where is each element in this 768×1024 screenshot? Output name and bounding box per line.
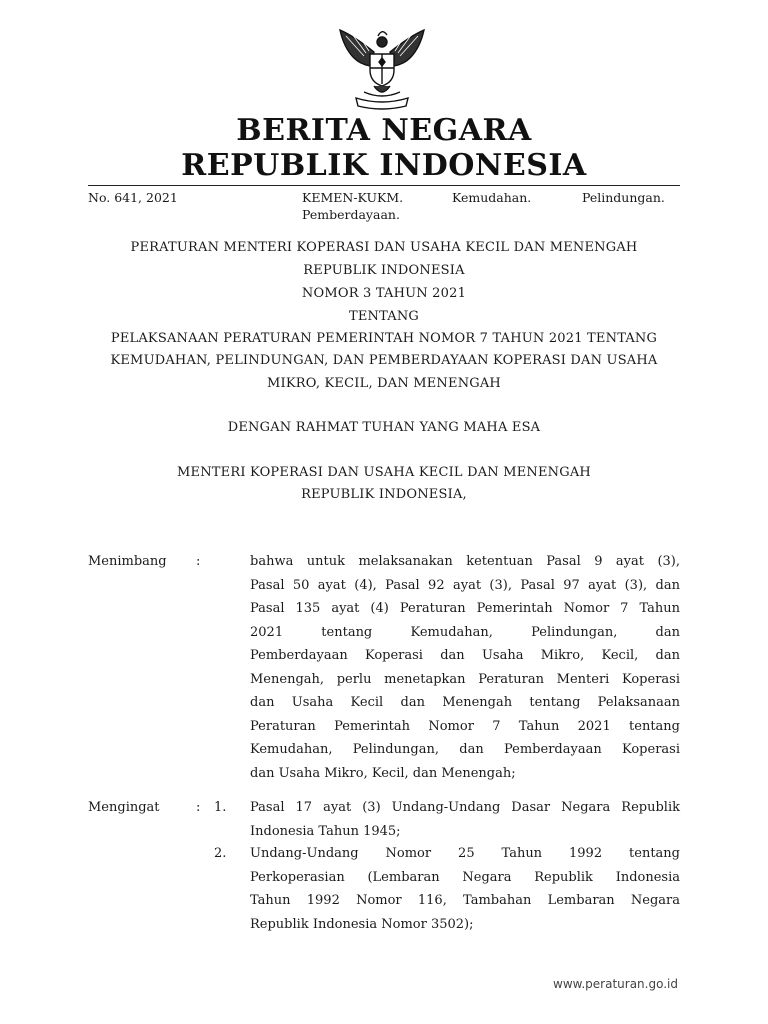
mengingat-line: Tahun 1992 Nomor 116, Tambahan Lembaran Negara: [250, 893, 680, 908]
mengingat-line: Republik Indonesia Nomor 3502);: [250, 916, 474, 932]
keyword-4: Pemberdayaan.: [302, 207, 400, 222]
keyword-1: KEMEN-KUKM.: [302, 190, 404, 205]
masthead-title: BERITA NEGARA: [236, 113, 532, 148]
menimbang-label: Menimbang: [88, 554, 167, 569]
minister-line: MENTERI KOPERASI DAN USAHA KECIL DAN MENENGAH: [177, 465, 591, 480]
mengingat-line: Pasal 17 ayat (3) Undang-Undang Dasar Negara Republik: [250, 800, 680, 815]
keyword-2: Kemudahan.: [452, 190, 532, 205]
masthead-subtitle: REPUBLIK INDONESIA: [181, 148, 587, 183]
regulation-number: NOMOR 3 TAHUN 2021: [301, 286, 467, 301]
mengingat-label: Mengingat: [88, 800, 160, 815]
mengingat-line: Undang-Undang Nomor 25 Tahun 1992 tentang: [250, 846, 680, 861]
regulation-subject-line: MIKRO, KECIL, DAN MENENGAH: [267, 376, 501, 391]
blessing-line: DENGAN RAHMAT TUHAN YANG MAHA ESA: [227, 420, 541, 435]
menimbang-text: [250, 550, 680, 785]
minister-line: REPUBLIK INDONESIA,: [301, 487, 467, 502]
mengingat-line: Perkoperasian (Lembaran Negara Republik Indonesia: [250, 869, 680, 885]
gazette-number: No. 641, 2021: [88, 190, 178, 205]
menimbang-line: Pemberdayaan Koperasi dan Usaha Mikro, Kecil, dan: [250, 648, 680, 663]
menimbang-line: Kemudahan, Pelindungan, dan Pemberdayaan Koperasi: [250, 742, 680, 757]
mengingat-item-1: [250, 796, 680, 843]
menimbang-colon: :: [196, 554, 201, 569]
mengingat-item-2: [250, 842, 680, 936]
regulation-subject-line: PELAKSANAAN PERATURAN PEMERINTAH NOMOR 7 TAHUN 2021 TENTANG: [110, 331, 658, 346]
mengingat-colon: :: [196, 800, 201, 815]
regulation-title-line: PERATURAN MENTERI KOPERASI DAN USAHA KECIL DAN MENENGAH: [130, 240, 638, 255]
menimbang-line: bahwa untuk melaksanakan ketentuan Pasal 9 ayat (3),: [250, 554, 680, 569]
menimbang-line: Pasal 50 ayat (4), Pasal 92 ayat (3), Pasal 97 ayat (3), dan: [250, 577, 680, 593]
footer-url: www.peraturan.go.id: [553, 977, 678, 991]
regulation-subject-line: KEMUDAHAN, PELINDUNGAN, DAN PEMBERDAYAAN KOPERASI DAN USAHA: [110, 353, 658, 368]
regulation-title-line: REPUBLIK INDONESIA: [303, 263, 465, 278]
menimbang-line: 2021 tentang Kemudahan, Pelindungan, dan: [250, 624, 680, 640]
menimbang-line: dan Usaha Kecil dan Menengah tentang Pelaksanaan: [250, 695, 680, 710]
menimbang-line: Menengah, perlu menetapkan Peraturan Menteri Koperasi: [250, 671, 680, 687]
mengingat-line: Indonesia Tahun 1945;: [250, 823, 401, 839]
mengingat-item-number: 1.: [214, 800, 227, 815]
header-divider: [88, 185, 680, 186]
keyword-3: Pelindungan.: [582, 190, 665, 205]
regulation-about: TENTANG: [348, 309, 420, 324]
mengingat-item-number: 2.: [214, 846, 227, 861]
menimbang-line: Peraturan Pemerintah Nomor 7 Tahun 2021 tentang: [250, 718, 680, 734]
menimbang-line: Pasal 135 ayat (4) Peraturan Pemerintah Nomor 7 Tahun: [250, 601, 680, 616]
garuda-emblem-icon: [334, 26, 430, 112]
menimbang-line: dan Usaha Mikro, Kecil, dan Menengah;: [250, 765, 516, 781]
